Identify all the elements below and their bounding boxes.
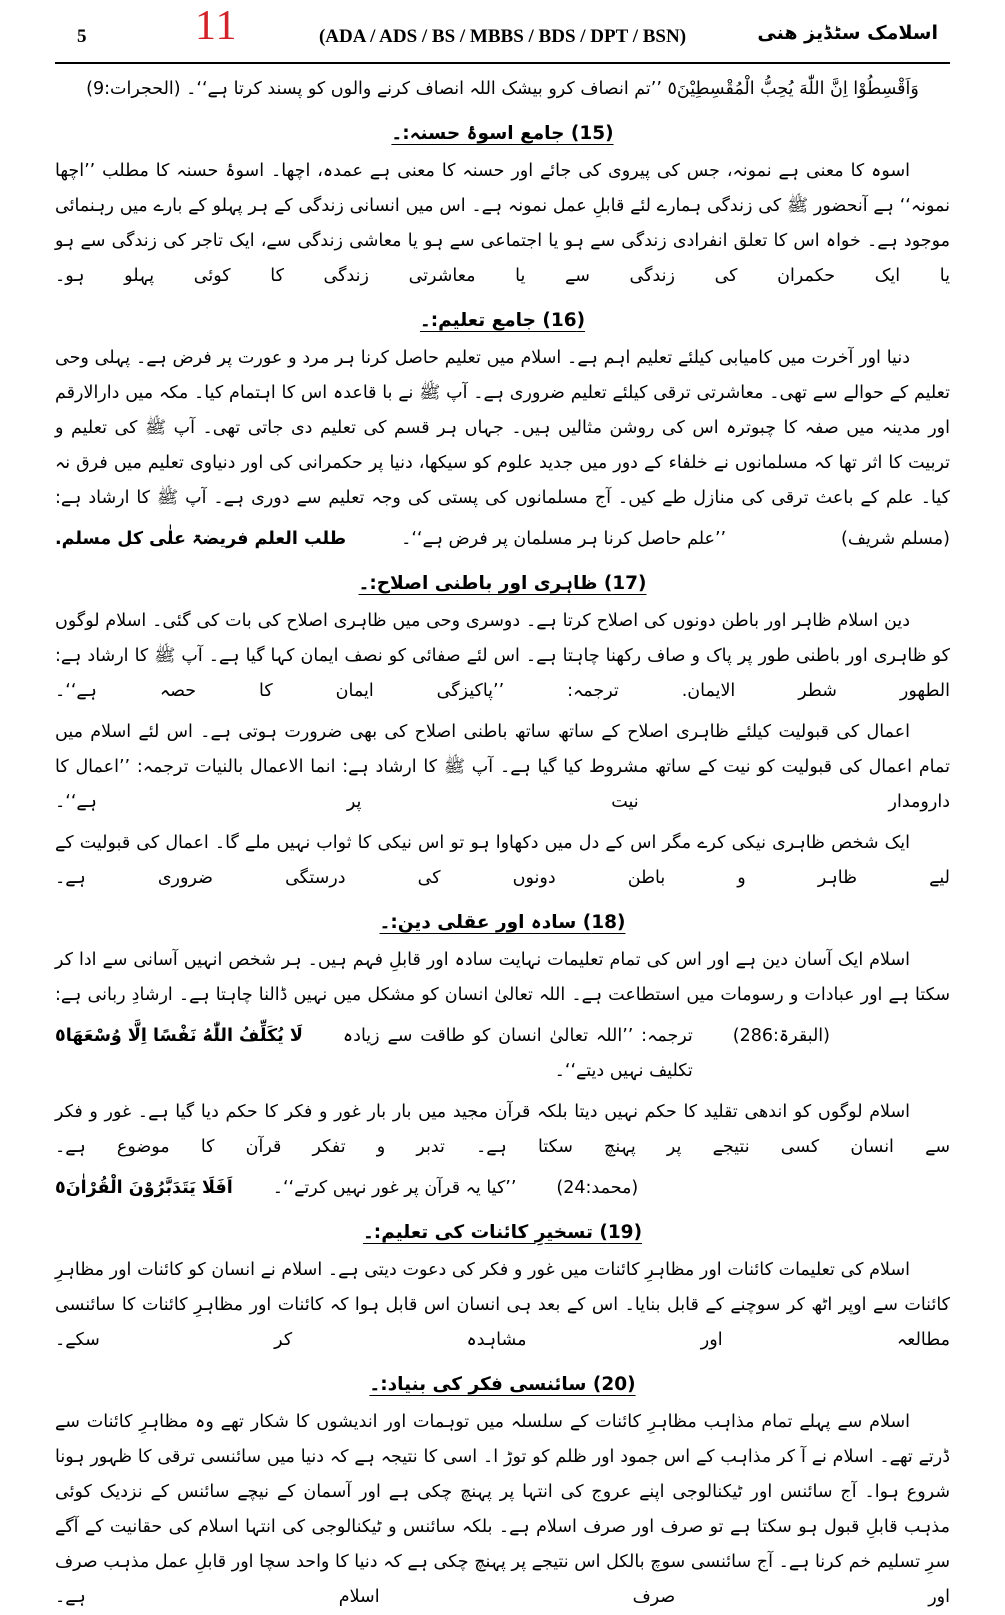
verse-arabic-text: لَا یُکَلِّفُ اللّٰهُ نَفْسًا اِلَّا وُسْعَهَا٥ xyxy=(55,1026,303,1046)
section-heading-20: (20) سائنسی فکر کی بنیاد:۔ xyxy=(369,1374,636,1395)
verse2-reference: (محمد:24) xyxy=(556,1178,639,1198)
section-17-paragraph-2: اعمال کی قبولیت کیلئے ظاہری اصلاح کے ساتھ ساتھ باطنی اصلاح کی بھی ضرورت ہوتی ہے۔ اس لئے اسلام میں تمام اعمال کی قبولیت کو نیت کے ساتھ مشروط کیا گیا ہے۔ آپ ﷺ کا ارشاد ہے: انما الاعمال بالنیات ترجمہ: ’’اعمال کا دارومدار نیت پر ہے‘‘۔ xyxy=(55,722,950,812)
section-heading-17: (17) ظاہری اور باطنی اصلاح:۔ xyxy=(358,573,647,594)
verse-translation: ترجمہ: ’’اللہ تعالیٰ انسان کو طاقت سے زیادہ تکلیف نہیں دیتے‘‘۔ xyxy=(342,1026,693,1081)
section-19-paragraph: اسلام کی تعلیمات کائنات اور مظاہرِ کائنات میں غور و فکر کی دعوت دیتی ہے۔ اسلام نے انسان کو کائنات اور مظاہرِ کائنات سے اوپر اٹھ کر سوچنے کے قابل بنایا۔ اس کے بعد ہی انسان اس قابل ہوا کہ کائنات اور مظاہرِ کائنات کا سائنسی مطالعہ اور مشاہدہ کر سکے۔ xyxy=(55,1260,950,1350)
verse2-translation: ’’کیا یہ قرآن پر غور نہیں کرتے‘‘۔ xyxy=(272,1178,517,1198)
section-heading-16: (16) جامع تعلیم:۔ xyxy=(419,310,586,331)
page-number: 5 xyxy=(77,26,87,47)
hadith-translation: ’’علم حاصل کرنا ہر مسلمان پر فرض ہے‘‘۔ xyxy=(401,529,727,549)
header-book-title: اسلامک سٹڈیز ھنی xyxy=(757,22,938,44)
section-heading-15: (15) جامع اسوۂ حسنہ:۔ xyxy=(391,123,614,144)
section-16-hadith xyxy=(55,522,950,557)
section-20-paragraph: اسلام سے پہلے تمام مذاہب مظاہرِ کائنات کے سلسلہ میں توہمات اور اندیشوں کا شکار تھے وہ مظاہرِ کائنات سے ڈرتے تھے۔ اسلام نے آ کر مذاہب کے اس جمود اور ظلم کو توڑ ا۔ اسی کا نتیجہ ہے کہ دنیا میں سائنسی ترقی کا ظہور ہونا شروع ہوا۔ آج سائنس اور ٹیکنالوجی اپنے عروج کی انتہا پر پہنچ چکی ہے اور آسمان کے نیچے سائنس کے نزدیک کوئی مذہب قابلِ قبول ہو سکتا ہے تو صرف اور صرف اسلام ہے۔ بلکہ سائنس و ٹیکنالوجی کی انتہا اسلام کی حقانیت کے آگے سرِ تسلیم خم کرنا ہے۔ آج سائنسی سوچ بالکل اس نتیجے پر پہنچ چکی ہے کہ دنیا کا واحد سچا اور قابلِ عمل مذہب صرف اور صرف اسلام ہے۔ xyxy=(55,1412,950,1607)
verse-reference: (البقرۃ:286) xyxy=(732,1026,830,1046)
section-18-verse-1 xyxy=(55,1019,950,1089)
hadith-source: (مسلم شریف) xyxy=(841,529,950,549)
verse2-arabic-text: اَفَلَا یَتَدَبَّرُوْنَ الْقُرْاٰنَ٥ xyxy=(55,1178,233,1198)
hadith-arabic-text: طلب العلم فریضۃ علٰی کل مسلم. xyxy=(55,529,347,549)
section-18-paragraph-1: اسلام ایک آسان دین ہے اور اس کی تمام تعلیمات نہایت سادہ اور قابلِ فہم ہیں۔ ہر شخص انہیں آسانی سے ادا کر سکتا ہے اور عبادات و رسومات میں استطاعت ہے۔ اللہ تعالیٰ انسان کو مشکل میں نہیں ڈالنا چاہتا ہے۔ ارشادِ ربانی ہے: xyxy=(55,950,950,1005)
section-17-paragraph-3: ایک شخص ظاہری نیکی کرے مگر اس کے دل میں دکھاوا ہو تو اس نیکی کا ثواب نہیں ملے گا۔ اعمال کی قبولیت کے لیے ظاہر و باطن دونوں کی درستگی ضروری ہے۔ xyxy=(55,833,950,888)
section-heading-19: (19) تسخیرِ کائنات کی تعلیم:۔ xyxy=(362,1222,643,1243)
chapter-number: 11 xyxy=(195,3,238,49)
section-heading-18: (18) سادہ اور عقلی دین:۔ xyxy=(379,912,626,933)
section-15-paragraph: اسوہ کا معنی ہے نمونہ، جس کی پیروی کی جائے اور حسنہ کا معنی ہے عمدہ، اچھا۔ اسوۂ حسنہ کا مطلب ’’اچھا نمونہ‘‘ ہے آنحضور ﷺ کی زندگی ہمارے لئے قابلِ عمل نمونہ ہے۔ اس میں انسانی زندگی کے ہر پہلو کے بارے میں رہنمائی موجود ہے۔ خواہ اس کا تعلق انفرادی زندگی سے ہو یا اجتماعی سے ہو یا معاشی زندگی سے، ایک تاجر کی زندگی سے ہو یا ایک حکمران کی زندگی سے یا معاشرتی زندگی کا کوئی پہلو ہو۔ xyxy=(55,161,950,286)
page-header xyxy=(55,0,950,62)
section-17-paragraph-1: دین اسلام ظاہر اور باطن دونوں کی اصلاح کرتا ہے۔ دوسری وحی میں ظاہری اصلاح کی بات کی گئی۔ اسلام لوگوں کو ظاہری اور باطنی طور پر پاک و صاف رکھنا چاہتا ہے۔ اس لئے صفائی کو نصف ایمان کہا گیا ہے۔ آپ ﷺ کا ارشاد ہے: الطھور شطر الایمان. ترجمہ: ’’پاکیزگی ایمان کا حصہ ہے‘‘۔ xyxy=(55,611,950,701)
opening-verse: وَاَقْسِطُوْا اِنَّ اللّٰهَ یُحِبُّ الْمُقْسِطِیْنَ٥ ’’تم انصاف کرو بیشک اللہ انصاف کرنے والوں کو پسند کرتا ہے‘‘۔ (الحجرات:9) xyxy=(86,79,919,99)
section-18-verse-2 xyxy=(55,1171,950,1206)
header-course-list: (ADA / ADS / BS / MBBS / BDS / DPT / BSN) xyxy=(318,26,687,47)
page-body xyxy=(55,72,950,1615)
section-16-paragraph: دنیا اور آخرت میں کامیابی کیلئے تعلیم اہم ہے۔ اسلام میں تعلیم حاصل کرنا ہر مرد و عورت پر فرض ہے۔ پہلی وحی تعلیم کے حوالے سے تھی۔ معاشرتی ترقی کیلئے تعلیم ضروری ہے۔ آپ ﷺ نے با قاعدہ اس کا اہتمام کیا۔ مکہ میں دارالارقم اور مدینہ میں صفہ کا چبوترہ اس کی روشن مثالیں ہیں۔ جہاں ہر قسم کی تعلیم دی جاتی تھی۔ آپ ﷺ کی تعلیم و تربیت کا اثر تھا کہ مسلمانوں نے خلفاء کے دور میں جدید علوم کو سیکھا، دنیا پر حکمرانی کی اور دنیاوی تعلیم میں فرق نہ کیا۔ علم کے باعث ترقی کی منازل طے کیں۔ آج مسلمانوں کی پستی کی وجہ تعلیم سے دوری ہے۔ آپ ﷺ کا ارشاد ہے: xyxy=(55,348,950,508)
section-18-paragraph-2: اسلام لوگوں کو اندھی تقلید کا حکم نہیں دیتا بلکہ قرآن مجید میں بار بار غور و فکر کا حکم دیا گیا ہے۔ غور و فکر سے انسان کسی نتیجے پر پہنچ سکتا ہے۔ تدبر و تفکر قرآن کا موضوع ہے۔ xyxy=(55,1102,950,1157)
header-divider xyxy=(55,62,950,64)
